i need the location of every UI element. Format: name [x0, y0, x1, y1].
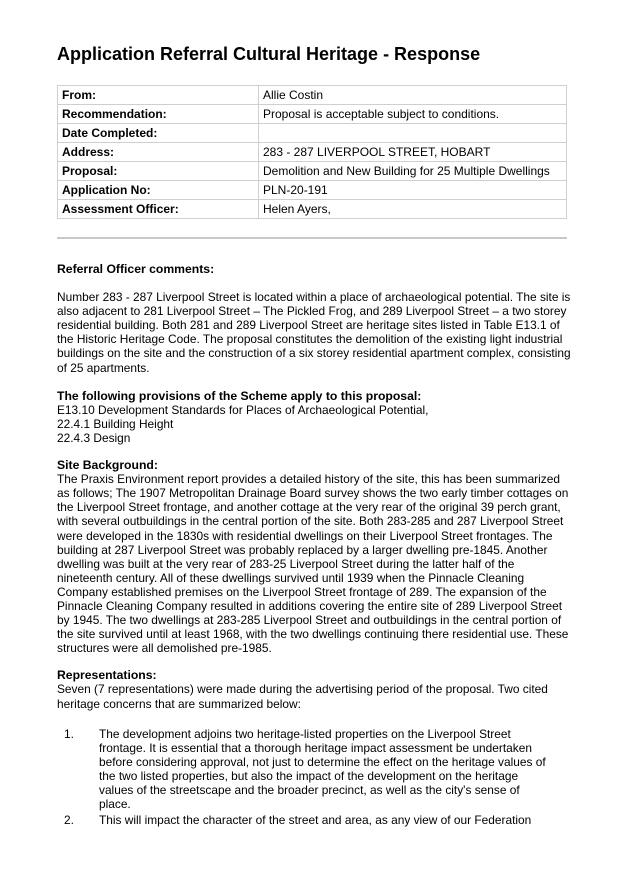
proposal-value: Demolition and New Building for 25 Multiple Dwellings — [259, 162, 567, 181]
provisions-heading: The following provisions of the Scheme apply to this proposal: — [57, 388, 422, 403]
proposal-label: Proposal: — [58, 162, 259, 181]
page-title: Application Referral Cultural Heritage - Response — [57, 44, 481, 64]
table-row — [58, 105, 567, 124]
site-background-heading: Site Background: — [57, 458, 158, 473]
assessment-officer-label: Assessment Officer: — [58, 200, 259, 219]
list-item-number: 1. — [64, 726, 74, 741]
application-no-label: Application No: — [58, 181, 259, 200]
provision-item: E13.10 Development Standards for Places of Archaeological Potential, — [57, 402, 429, 417]
section-divider — [57, 237, 567, 239]
date-completed-value — [259, 124, 567, 143]
date-completed-label: Date Completed: — [58, 124, 259, 143]
document-body — [57, 262, 572, 827]
comments-heading: Referral Officer comments: — [57, 262, 215, 276]
table-row — [58, 124, 567, 143]
from-value: Allie Costin — [259, 86, 567, 105]
table-row — [58, 181, 567, 200]
recommendation-value: Proposal is acceptable subject to conditions. — [259, 105, 567, 124]
list-item-number: 2. — [64, 813, 74, 828]
representations-list — [57, 727, 572, 828]
comments-intro: Number 283 - 287 Liverpool Street is located within a place of archaeological potential. The site is also adjacent to 281 Liverpool Street – The Pickled Frog, and 289 Liverpool Street – a two storey residential building. Both 281 and 289 Liverpool Street are heritage sites listed in Table E13.1 of the Historic Heritage Code. The proposal constitutes the demolition of the existing light industrial buildings on the site and the construction of a six storey residential apartment complex, consisting of 25 apartments. — [57, 290, 571, 375]
list-item-text: The development adjoins two heritage-listed properties on the Liverpool Street frontage. It is essential that a thorough heritage impact assessment be undertaken before considering approval, not just to determine the effect on the heritage values of the two listed properties, but also the impact of the development on the heritage values of the streetscape and the broader precinct, as well as the city's sense of place. — [99, 726, 546, 812]
from-label: From: — [58, 86, 259, 105]
representations-intro: Seven (7 representations) were made during the advertising period of the proposal. Two cited heritage concerns that are summarized below: — [57, 682, 548, 711]
table-row — [58, 143, 567, 162]
application-details-table — [57, 85, 567, 219]
list-item-text: This will impact the character of the street and area, as any view of our Federation — [99, 813, 532, 828]
application-no-value: PLN-20-191 — [259, 181, 567, 200]
list-item — [57, 727, 572, 812]
address-value: 283 - 287 LIVERPOOL STREET, HOBART — [259, 143, 567, 162]
representations-heading: Representations: — [57, 668, 157, 683]
list-item — [57, 813, 572, 827]
site-background-text: The Praxis Environment report provides a detailed history of the site, this has been summarized as follows; The 1907 Metropolitan Drainage Board survey shows the two early timber cottages on the Liverpool Street frontage, and another cottage at the very rear of the original 39 perch grant, with several outbuildings in the central portion of the site. Both 283-285 and 287 Liverpool Street were developed in the 1830s with residential dwellings on their Liverpool Street frontages. The building at 287 Liverpool Street was probably replaced by a larger dwelling pre-1845. Another dwelling was built at the very rear of 283-25 Liverpool Street during the latter half of the nineteenth century. All of these dwellings survived until 1939 when the Pinnacle Cleaning Company established premises on the Liverpool Street frontage of 289. The expansion of the Pinnacle Cleaning Company resulted in additions covering the entire site of 289 Liverpool Street by 1945. The two dwellings at 283-285 Liverpool Street and outbuildings in the central portion of the site survived until at least 1968, with the two dwellings continuing there residential use. These structures were all demolished pre-1985. — [57, 472, 569, 656]
recommendation-label: Recommendation: — [58, 105, 259, 124]
provision-item: 22.4.1 Building Height — [57, 416, 174, 431]
table-row — [58, 86, 567, 105]
provision-item: 22.4.3 Design — [57, 430, 131, 445]
table-row — [58, 200, 567, 219]
assessment-officer-value: Helen Ayers, — [259, 200, 567, 219]
table-row — [58, 162, 567, 181]
address-label: Address: — [58, 143, 259, 162]
